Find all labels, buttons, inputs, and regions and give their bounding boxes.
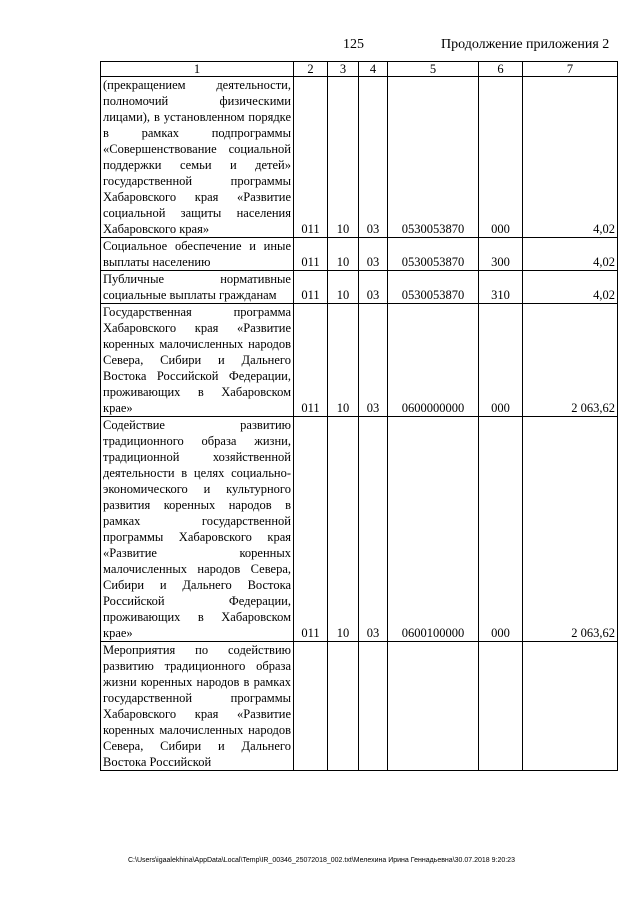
cell-target-article — [388, 642, 479, 771]
cell-ministry: 011 — [294, 271, 328, 304]
column-header: 2 — [294, 62, 328, 77]
column-header: 4 — [359, 62, 388, 77]
cell-target-article: 0530053870 — [388, 238, 479, 271]
column-header: 1 — [101, 62, 294, 77]
file-path-footer: C:\Users\igaalekhina\AppData\Local\Temp\IR_00346_25072018_002.txt\Мелехина Ирина Геннадьевна\30.07.2018 9:20:23 — [128, 857, 515, 864]
cell-expense-type: 000 — [479, 304, 523, 417]
table-row — [101, 271, 618, 304]
cell-section: 10 — [328, 238, 359, 271]
page-number: 125 — [343, 37, 364, 52]
cell-subsection: 03 — [359, 417, 388, 642]
cell-subsection — [359, 642, 388, 771]
cell-expense-type: 310 — [479, 271, 523, 304]
cell-target-article: 0600000000 — [388, 304, 479, 417]
cell-amount: 2 063,62 — [523, 304, 618, 417]
cell-subsection: 03 — [359, 304, 388, 417]
cell-amount: 2 063,62 — [523, 417, 618, 642]
cell-target-article: 0600100000 — [388, 417, 479, 642]
table-row — [101, 642, 618, 771]
cell-expense-type: 300 — [479, 238, 523, 271]
cell-section: 10 — [328, 77, 359, 238]
cell-ministry — [294, 642, 328, 771]
cell-section — [328, 642, 359, 771]
cell-ministry: 011 — [294, 77, 328, 238]
column-header: 7 — [523, 62, 618, 77]
table-row — [101, 417, 618, 642]
column-header: 3 — [328, 62, 359, 77]
continuation-title: Продолжение приложения 2 — [441, 37, 610, 52]
column-header: 6 — [479, 62, 523, 77]
cell-subsection: 03 — [359, 271, 388, 304]
table-body — [101, 62, 618, 771]
budget-table — [100, 61, 618, 771]
table-row — [101, 238, 618, 271]
row-name: Мероприятия по содействию развитию традиционного образа жизни коренных народов в рамках государственной программы Хабаровского края «Развитие коренных малочисленных народов Севера, Сибири и Дальнего Востока Российской — [101, 642, 294, 771]
cell-amount: 4,02 — [523, 271, 618, 304]
cell-ministry: 011 — [294, 417, 328, 642]
cell-amount: 4,02 — [523, 77, 618, 238]
cell-section: 10 — [328, 271, 359, 304]
table-header-row — [101, 62, 618, 77]
row-name: Государственная программа Хабаровского края «Развитие коренных малочисленных народов Севера, Сибири и Дальнего Востока Российской Федерации, проживающих в Хабаровском крае» — [101, 304, 294, 417]
row-name: Содействие развитию традиционного образа жизни, традиционной хозяйственной деятельности в целях социально-экономического и культурного развития коренных народов в рамках государственной программы Хабаровского края «Развитие коренных малочисленных народов Севера, Сибири и Дальнего Востока Российской Федерации, проживающих в Хабаровском крае» — [101, 417, 294, 642]
cell-section: 10 — [328, 304, 359, 417]
row-name: Публичные нормативные социальные выплаты гражданам — [101, 271, 294, 304]
cell-subsection: 03 — [359, 238, 388, 271]
table-row — [101, 77, 618, 238]
cell-expense-type: 000 — [479, 77, 523, 238]
cell-expense-type — [479, 642, 523, 771]
cell-ministry: 011 — [294, 304, 328, 417]
row-name: (прекращением деятельности, полномочий физическими лицами), в установленном порядке в рамках подпрограммы «Совершенствование социальной поддержки семьи и детей» государственной программы Хабаровского края «Развитие социальной защиты населения Хабаровского края» — [101, 77, 294, 238]
cell-target-article: 0530053870 — [388, 77, 479, 238]
cell-amount — [523, 642, 618, 771]
cell-subsection: 03 — [359, 77, 388, 238]
cell-ministry: 011 — [294, 238, 328, 271]
row-name: Социальное обеспечение и иные выплаты населению — [101, 238, 294, 271]
table-row — [101, 304, 618, 417]
cell-expense-type: 000 — [479, 417, 523, 642]
cell-section: 10 — [328, 417, 359, 642]
cell-target-article: 0530053870 — [388, 271, 479, 304]
cell-amount: 4,02 — [523, 238, 618, 271]
column-header: 5 — [388, 62, 479, 77]
